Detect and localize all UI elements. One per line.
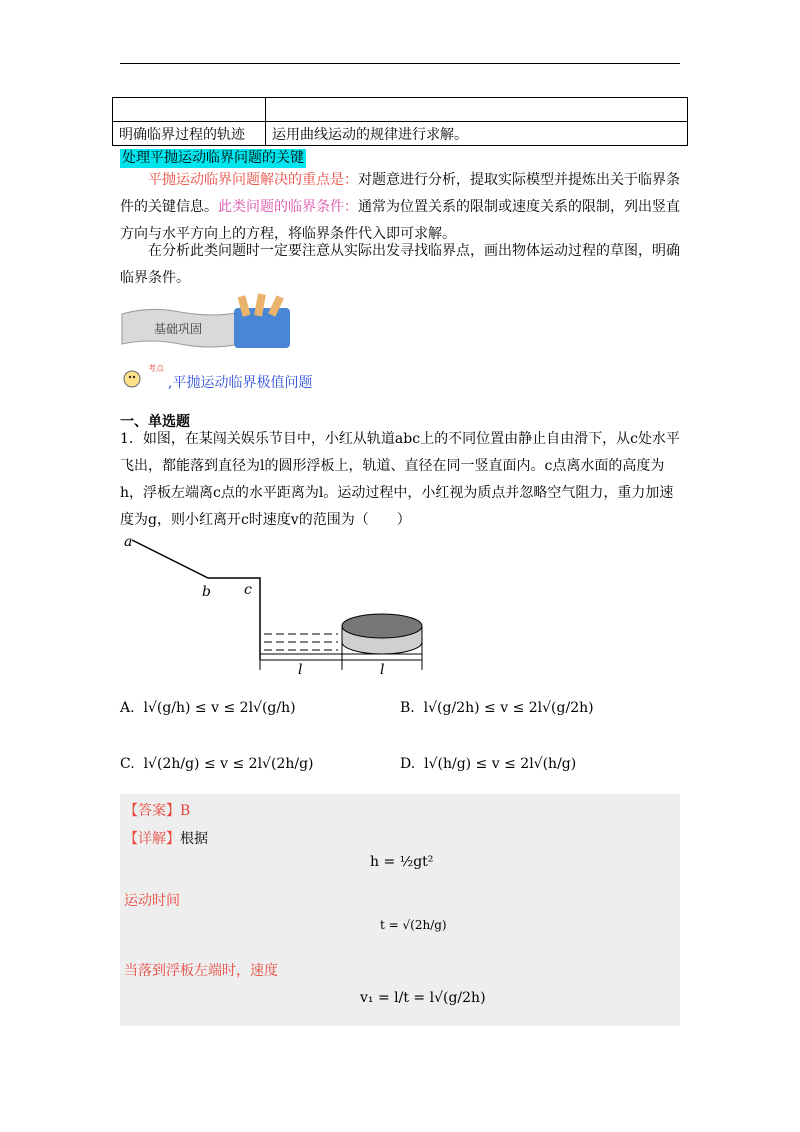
kaodian-icon-text: 考点 <box>148 364 164 373</box>
speed-label: 当落到浮板左端时，速度 <box>124 963 278 979</box>
option-c[interactable]: C. l√(2h/g) ≤ v ≤ 2l√(2h/g) <box>120 756 314 772</box>
table-cell <box>113 98 266 122</box>
option-b[interactable]: B. l√(g/2h) ≤ v ≤ 2l√(g/2h) <box>400 700 594 716</box>
method-table <box>112 97 688 146</box>
table-cell: 明确临界过程的轨迹 <box>113 122 266 146</box>
equation-1: h = ½gt² <box>370 854 434 870</box>
option-b-expr: l√(g/2h) ≤ v ≤ 2l√(g/2h) <box>423 700 594 716</box>
label-c: c <box>244 582 252 598</box>
section-heading-highlight: 处理平抛运动临界问题的关键 <box>122 150 304 166</box>
detail-line: 【详解】根据 <box>124 831 208 847</box>
equation-2: t = √(2h/g) <box>380 918 447 932</box>
label-l-right: l <box>380 662 385 678</box>
lead-text-2: 此类问题的临界条件： <box>218 199 358 215</box>
question-figure <box>118 530 438 690</box>
paragraph-key-points <box>120 167 680 248</box>
lead-text: 平抛运动临界问题解决的重点是： <box>148 172 358 188</box>
paragraph-analysis: 在分析此类问题时一定要注意从实际出发寻找临界点，画出物体运动过程的草图，明确临界条件。 <box>120 243 680 286</box>
header-rule <box>120 63 680 64</box>
answer-box <box>120 794 680 1026</box>
equation-3: v₁ = l/t = l√(g/2h) <box>360 990 486 1006</box>
label-a: a <box>124 534 133 550</box>
label-b: b <box>202 584 211 600</box>
table-cell: 运用曲线运动的规律进行求解。 <box>266 122 688 146</box>
option-d[interactable]: D. l√(h/g) ≤ v ≤ 2l√(h/g) <box>400 756 577 772</box>
question-number: 1． <box>120 431 143 447</box>
table-row <box>113 122 688 146</box>
table-cell <box>266 98 688 122</box>
body-text-2: 通常为位置关系的限制或速度关系的限制，列出竖直方向与水平方向上的方程，将临界条件代入即可求解。 <box>120 199 680 242</box>
time-label: 运动时间 <box>124 893 180 909</box>
question-text: 如图，在某闯关娱乐节目中，小红从轨道abc上的不同位置由静止自由滑下，从c处水平飞出，都能落到直径为l的圆形浮板上，轨道、直径在同一竖直面内。c点离水面的高度为h，浮板左端离c点的水平距离为l。运动过程中，小红视为质点并忽略空气阻力，重力加速度为g，则小红离开c时速度v的范围为（ ） <box>120 431 680 528</box>
question-1 <box>120 426 680 534</box>
basic-consolidation-banner <box>120 292 298 350</box>
table-row <box>113 98 688 122</box>
kaodian-title: ,平抛运动临界极值问题 <box>168 375 313 391</box>
kaodian-icon <box>120 358 166 392</box>
banner-text: 基础巩固 <box>153 322 203 336</box>
label-l-left: l <box>298 662 303 678</box>
option-d-expr: l√(h/g) ≤ v ≤ 2l√(h/g) <box>424 756 577 772</box>
body-text: 对题意进行分析，提取实际模型并提炼出关于临界条件的关键信息。 <box>120 172 680 215</box>
option-a[interactable]: A. l√(g/h) ≤ v ≤ 2l√(g/h) <box>120 700 296 716</box>
answer-line: 【答案】B <box>124 803 191 819</box>
option-a-expr: l√(g/h) ≤ v ≤ 2l√(g/h) <box>143 700 296 716</box>
section-title: 一、单选题 <box>120 414 190 430</box>
option-c-expr: l√(2h/g) ≤ v ≤ 2l√(2h/g) <box>143 756 314 772</box>
